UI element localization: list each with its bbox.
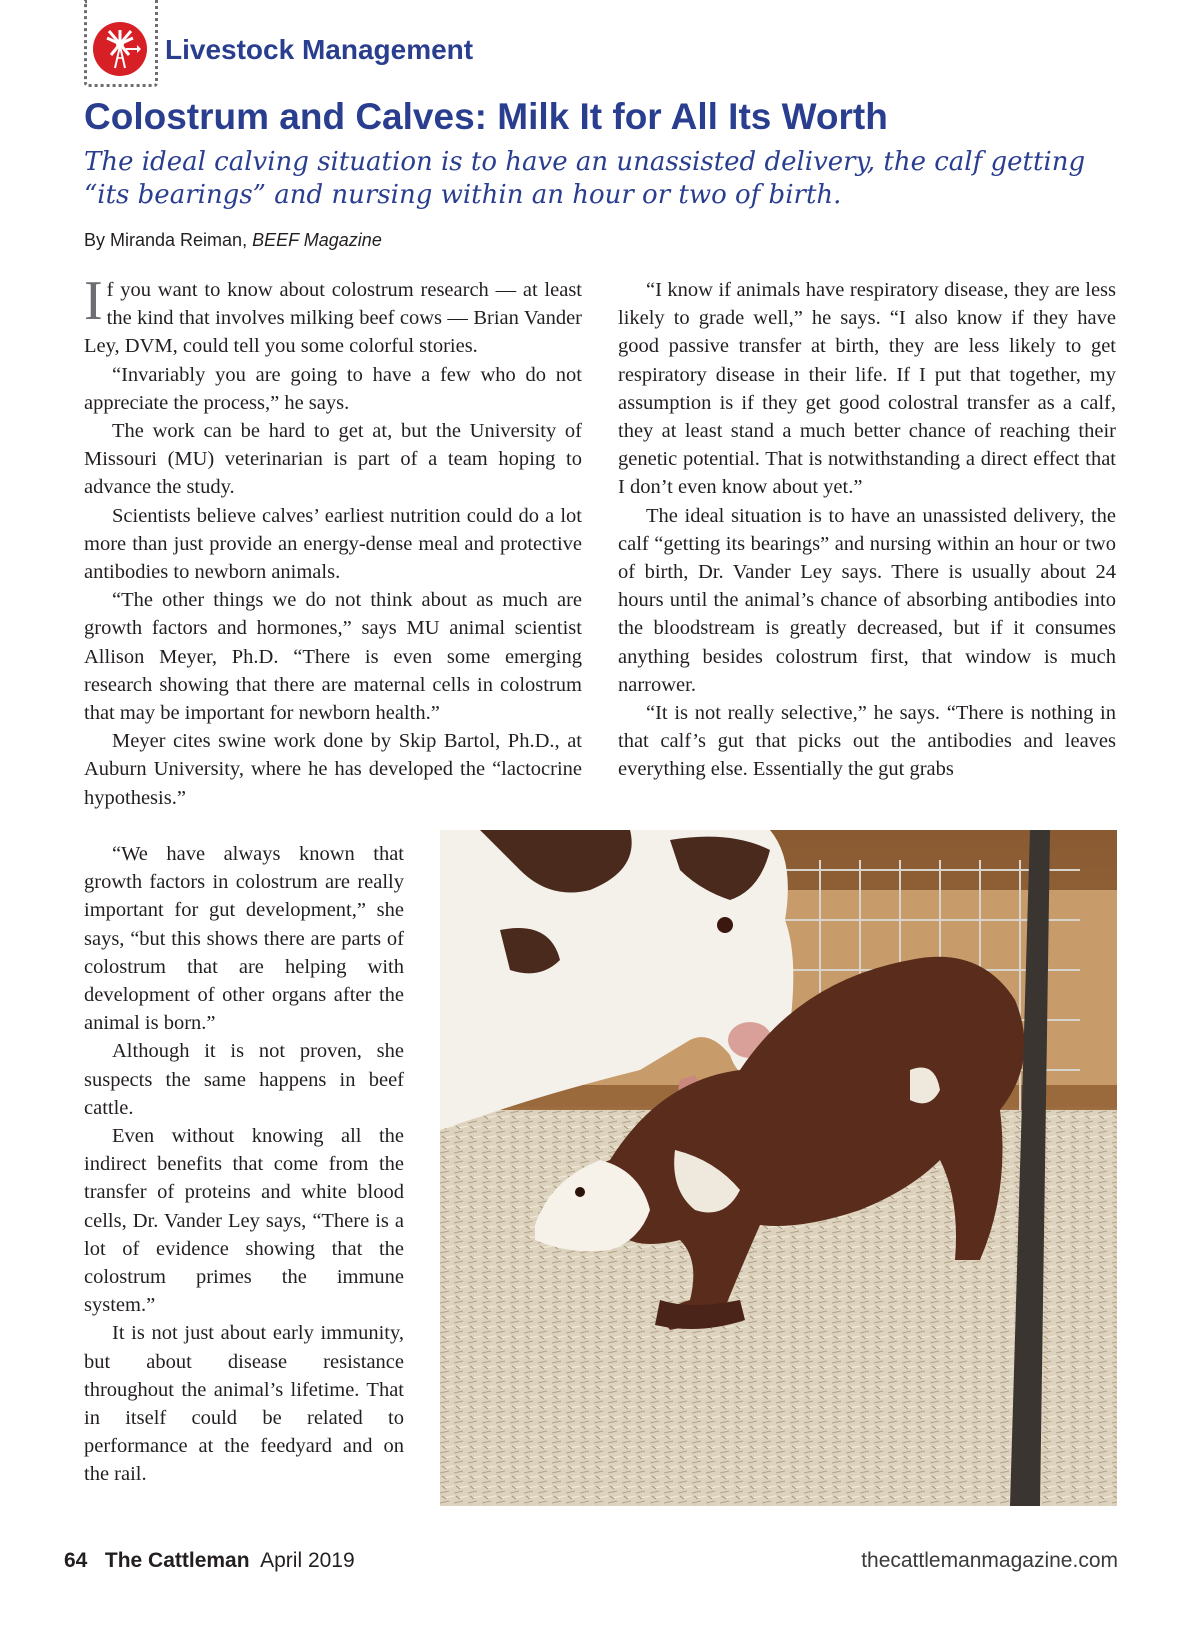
badge-circle <box>93 22 147 76</box>
issue-date: April 2019 <box>260 1549 355 1572</box>
photo-illustration <box>440 830 1117 1506</box>
section-badge <box>84 0 156 86</box>
byline-author: By Miranda Reiman, <box>84 230 248 250</box>
body-paragraph: The work can be hard to get at, but the University of Missouri (MU) veterinarian is part of a team hoping to advance the study. <box>84 420 582 499</box>
windmill-icon <box>93 22 147 76</box>
body-paragraph: Even without knowing all the indirect benefits that come from the transfer of proteins and white blood cells, Dr. Vander Ley says, “There is a lot of evidence showing that the colostrum primes the immune system.” <box>84 1125 404 1317</box>
body-paragraph: Meyer cites swine work done by Skip Bartol, Ph.D., at Auburn University, where he has developed the “lactocrine hypothesis.” <box>84 730 582 809</box>
byline <box>84 230 382 251</box>
body-paragraph: Scientists believe calves’ earliest nutrition could do a lot more than just provide an energy-dense meal and protective antibodies to newborn animals. <box>84 504 582 584</box>
article-deck: The ideal calving situation is to have an unassisted delivery, the calf getting “its bearings” and nursing within an hour or two of birth. <box>84 147 1086 210</box>
body-paragraph: “We have always known that growth factors in colostrum are really important for gut development,” she says, “but this shows there are parts of colostrum that are helping with development of other organs after the animal is born.” <box>84 843 404 1035</box>
article-headline: Colostrum and Calves: Milk It for All Its Worth <box>84 96 888 137</box>
footer-website: thecattlemanmagazine.com <box>861 1549 1118 1572</box>
byline-source: BEEF Magazine <box>252 230 382 250</box>
body-paragraph: “The other things we do not think about as much are growth factors and hormones,” says MU animal scientist Allison Meyer, Ph.D. “There is even some emerging research showing that there are maternal cells in colostrum that may be important for newborn health.” <box>84 589 582 725</box>
body-paragraph: “Invariably you are going to have a few who do not appreciate the process,” he says. <box>84 363 582 414</box>
left-column-bottom <box>84 840 404 1489</box>
body-paragraph: “I know if animals have respiratory disease, they are less likely to grade well,” he says. “I also know if they have good passive transfer at birth, they are less likely to get respiratory disease in their life. If I put that together, my assumption is if they get good colostral transfer as a calf, they at least stand a much better chance of reaching their genetic potential. That is notwithstanding a direct effect that I don’t even know about yet.” <box>618 279 1116 499</box>
body-paragraph: “It is not really selective,” he says. “There is nothing in that calf’s gut that picks out the antibodies and leaves everything else. Essentially the gut grabs <box>618 702 1116 781</box>
cow-and-calf-photo <box>440 830 1117 1506</box>
body-paragraph: Although it is not proven, she suspects the same happens in beef cattle. <box>84 1040 404 1119</box>
publication-name: The Cattleman <box>104 1549 250 1572</box>
body-paragraph: If you want to know about colostrum research — at least the kind that involves milking beef cows — Brian Vander Ley, DVM, could tell you some colorful stories. <box>84 270 582 358</box>
drop-cap: I <box>84 270 103 332</box>
left-column-top <box>84 270 582 812</box>
body-paragraph: The ideal situation is to have an unassisted delivery, the calf “getting its bearings” and nursing within an hour or two of birth, Dr. Vander Ley says. There is usually about 24 hours until the animal’s chance of absorbing antibodies into the bloodstream is greatly decreased, but if it consumes anything besides colostrum first, that window is much narrower. <box>618 504 1116 696</box>
body-paragraph: It is not just about early immunity, but about disease resistance throughout the animal’s lifetime. That in itself could be related to performance at the feedyard and on the rail. <box>84 1322 404 1486</box>
right-column <box>618 276 1116 784</box>
section-title: Livestock Management <box>165 34 474 65</box>
page-number: 64 <box>64 1549 88 1572</box>
footer-left <box>64 1549 355 1573</box>
